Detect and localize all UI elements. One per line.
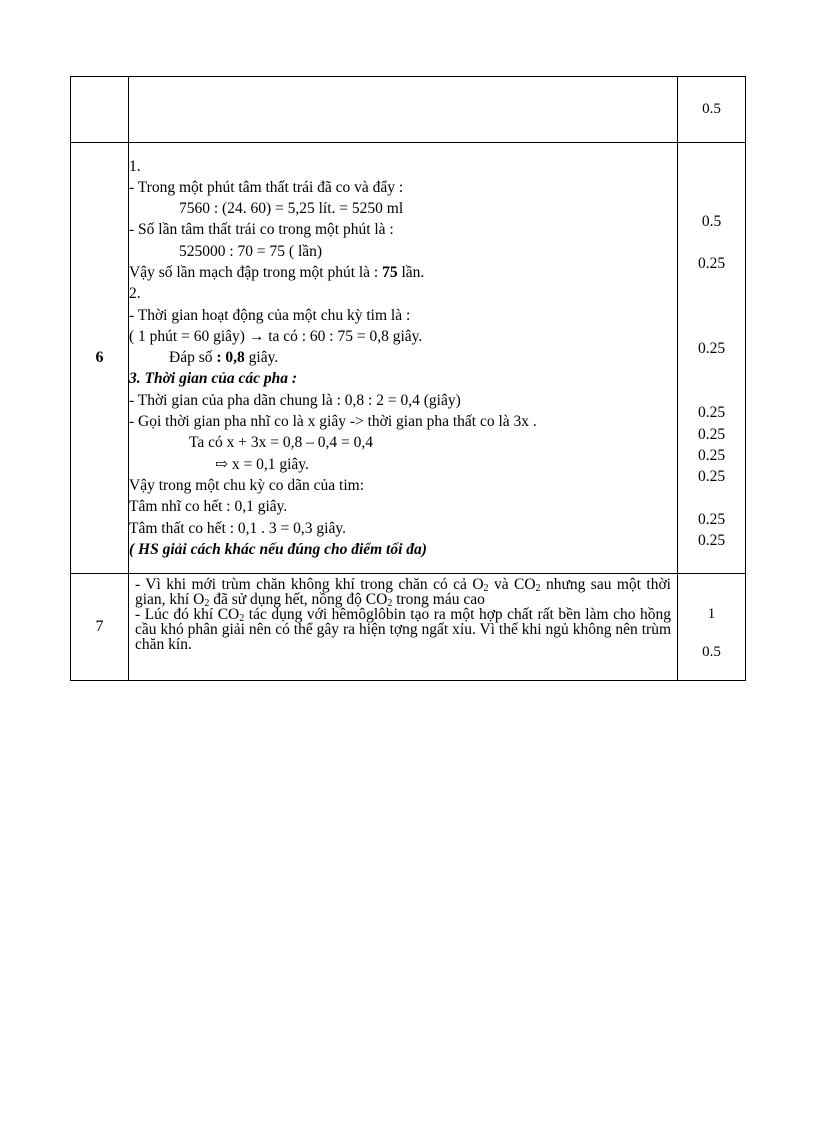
answer-line: 525000 : 70 = 75 ( lần) <box>179 242 323 260</box>
answer-line: Ta có x + 3x = 0,8 – 0,4 = 0,4 <box>189 434 373 452</box>
question-number-cell <box>71 77 129 143</box>
answer-line: Tâm nhĩ co hết : 0,1 giây. <box>129 498 288 516</box>
score-line: 0.25 <box>697 468 726 486</box>
answer-text: Vậy số lần mạch đập trong một phút là : <box>129 263 383 281</box>
table-row-question-7 <box>71 573 746 680</box>
answer-line: Tâm thất co hết : 0,1 . 3 = 0,3 giây. <box>129 519 346 537</box>
question-number: 7 <box>95 617 104 635</box>
section-heading: 3. Thời gian của các pha : <box>129 370 298 388</box>
answer-line: 1. <box>129 157 141 175</box>
question-number-cell <box>71 143 129 574</box>
score-line: 1 <box>707 605 716 622</box>
score-line: 0.25 <box>697 340 726 358</box>
answer-line: - Trong một phút tâm thất trái đã co và đẩy : <box>129 178 404 196</box>
score-line <box>678 168 745 189</box>
arrow-right-icon: → <box>248 327 265 345</box>
subscript: 2 <box>483 582 489 594</box>
score-value: 0.5 <box>702 101 721 117</box>
answer-text: đã sử dụng hết, nồng độ CO <box>209 590 388 608</box>
score-line <box>678 189 745 210</box>
score-line: 0.25 <box>697 404 726 422</box>
subscript: 2 <box>387 597 393 609</box>
answer-cell <box>129 143 678 574</box>
answer-text: và CO <box>488 575 536 593</box>
answer-text: lần. <box>397 263 425 281</box>
subscript: 2 <box>239 612 245 624</box>
score-cell <box>678 573 746 680</box>
answer-cell <box>129 77 678 143</box>
score-line: 0.25 <box>697 532 726 550</box>
answer-table <box>70 76 746 681</box>
answer-line <box>129 262 677 283</box>
answer-line: - Gọi thời gian pha nhĩ co là x giây -> thời gian pha thất co là 3x . <box>129 413 537 431</box>
score-line <box>678 296 745 317</box>
answer-text: ( 1 phút = 60 giây) <box>129 327 249 345</box>
answer-line <box>129 347 677 368</box>
answer-line: - Thời gian hoạt động của một chu kỳ tim là : <box>129 306 411 324</box>
answer-text: tác dụng với hêmôglôbin tạo ra một hợp chất rất bền làm cho hồng cầu khó phân giải nên có thể gây ra hiện tợng ngất xỉu. Vì thế khi ngủ không nên trùm chăn kín. <box>135 605 671 653</box>
question-number-cell <box>71 573 129 680</box>
answer-text: x = 0,1 giây. <box>228 455 309 473</box>
question-number: 6 <box>95 348 104 366</box>
score-line <box>678 551 745 572</box>
answer-text: ta có : 60 : 75 = 0,8 giây. <box>264 327 423 345</box>
implies-arrow-icon: ⇨ <box>215 455 228 473</box>
answer-text: giây. <box>244 349 279 367</box>
answer-text: - Lúc đó khí CO <box>135 605 240 623</box>
answer-text: trong máu cao <box>392 590 485 608</box>
score-cell <box>678 143 746 574</box>
answer-line: Vậy trong một chu kỳ co dãn của tim: <box>129 476 365 494</box>
answer-line: 2. <box>129 285 141 303</box>
score-line <box>678 317 745 338</box>
answer-line: - Số lần tâm thất trái co trong một phút là : <box>129 221 394 239</box>
score-line: 0.25 <box>697 510 726 528</box>
answer-text: - Vì khi mới trùm chăn không khí trong chăn có cả O <box>135 575 484 593</box>
score-cell <box>678 77 746 143</box>
score-line <box>678 232 745 253</box>
score-line: 0.25 <box>697 425 726 443</box>
table-row <box>71 77 746 143</box>
answer-text: nhưng sau một thời gian, khí O <box>135 575 671 608</box>
answer-value-bold: 75 <box>382 263 398 281</box>
score-line: 0.5 <box>702 643 721 660</box>
score-line <box>678 360 745 381</box>
score-line: 0.5 <box>701 212 722 230</box>
answer-line: 7560 : (24. 60) = 5,25 lít. = 5250 ml <box>179 200 404 218</box>
score-line: 0.25 <box>697 446 726 464</box>
score-line <box>678 381 745 402</box>
answer-line <box>129 326 677 347</box>
score-line <box>678 487 745 508</box>
answer-line: - Thời gian của pha dãn chung là : 0,8 : 2 = 0,4 (giây) <box>129 391 461 409</box>
answer-text: Đáp số <box>169 349 217 367</box>
answer-value-bold: : 0,8 <box>216 349 245 367</box>
answer-paragraph <box>129 574 677 656</box>
table-row-question-6 <box>71 143 746 574</box>
answer-line <box>129 454 677 475</box>
subscript: 2 <box>204 597 210 609</box>
score-line <box>678 274 745 295</box>
grading-note: ( HS giải cách khác nếu đúng cho điểm tối đa) <box>129 540 427 558</box>
score-line: 0.25 <box>697 255 726 273</box>
subscript: 2 <box>535 582 541 594</box>
answer-cell <box>129 573 678 680</box>
